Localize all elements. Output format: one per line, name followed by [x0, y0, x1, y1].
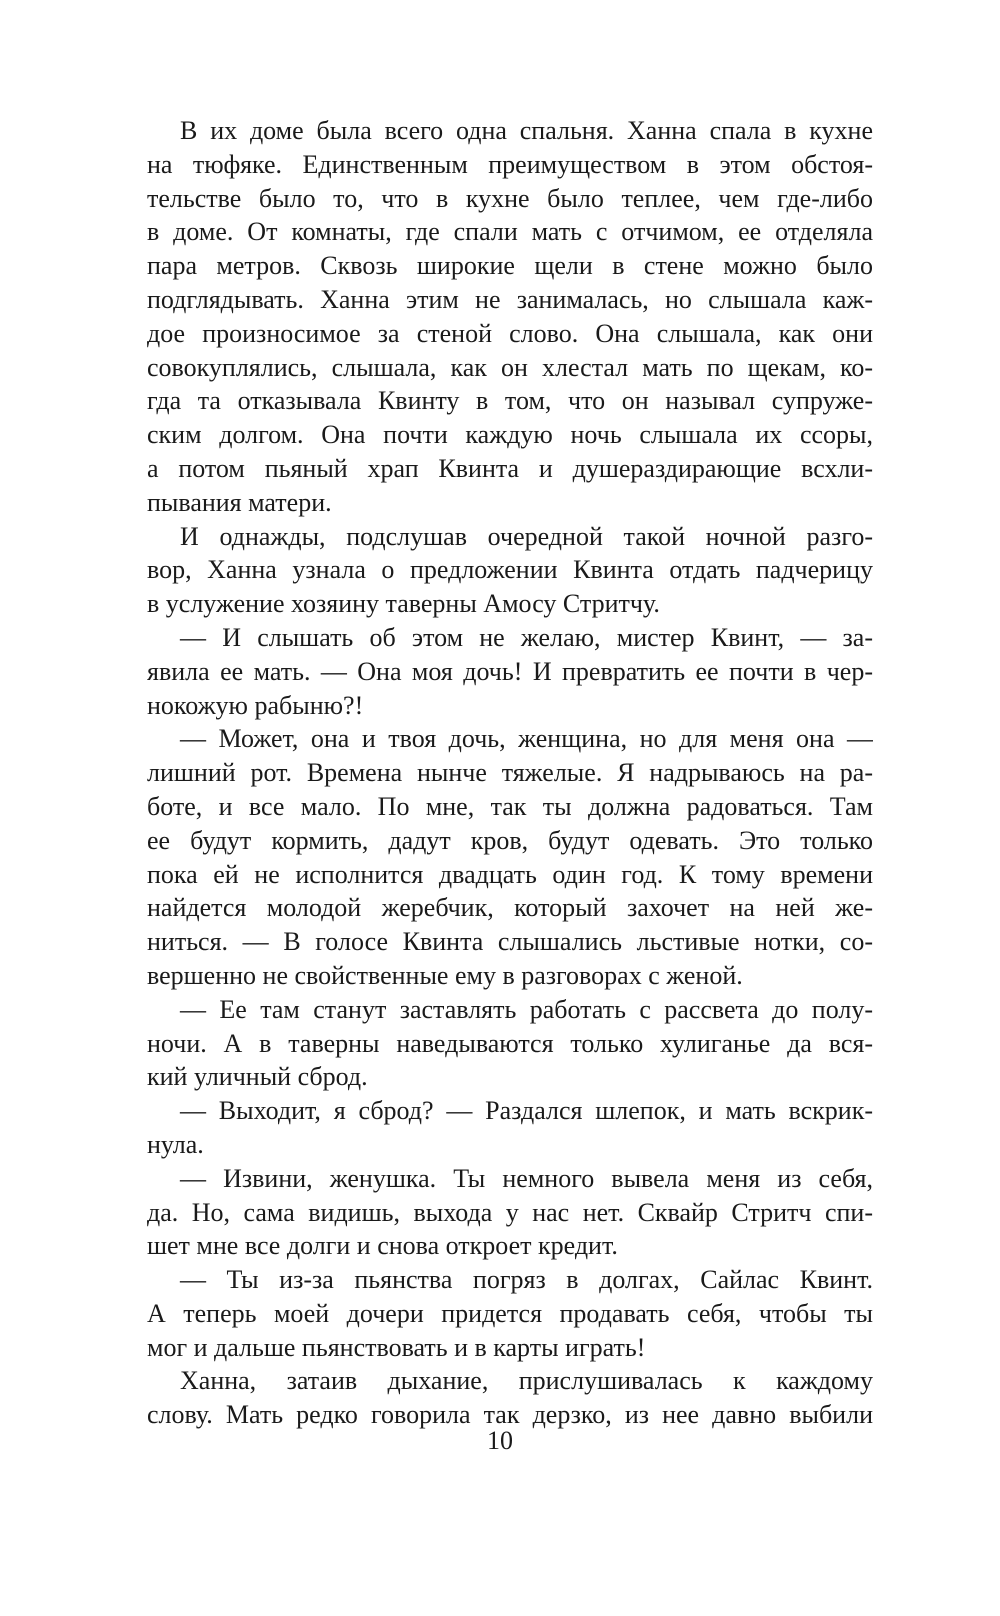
paragraph [147, 1263, 873, 1364]
text-line: слову. Мать редко говорила так дерзко, из нее давно выбили [147, 1400, 873, 1430]
paragraph [147, 1364, 873, 1432]
paragraph [147, 1094, 873, 1162]
text-line: — Извини, женушка. Ты немного вывела меня из себя, [180, 1163, 873, 1193]
text-line: а потом пьяный храп Квинта и душераздирающие всхли- [147, 453, 873, 483]
text-line: шет мне все долги и снова откроет кредит. [147, 1231, 618, 1261]
text-line: — Выходит, я сброд? — Раздался шлепок, и мать вскрик- [180, 1096, 873, 1126]
paragraph [147, 114, 873, 520]
paragraph [147, 722, 873, 992]
text-line: лишний рот. Времена нынче тяжелые. Я надрываюсь на ра- [147, 758, 873, 788]
text-line: найдется молодой жеребчик, который захочет на ней же- [147, 893, 873, 923]
text-line: боте, и все мало. По мне, так ты должна радоваться. Там [147, 791, 873, 821]
text-line: — Ты из-за пьянства погряз в долгах, Сайлас Квинт. [180, 1265, 873, 1295]
text-line: И однажды, подслушав очередной такой ночной разго- [180, 521, 873, 551]
paragraph [147, 1162, 873, 1263]
text-line: в услужение хозяину таверны Амосу Стритчу. [147, 589, 660, 619]
text-line: — Ее там станут заставлять работать с рассвета до полу- [180, 994, 873, 1024]
text-line: нокожую рабыню?! [147, 690, 364, 720]
text-line: ниться. — В голосе Квинта слышались льстивые нотки, со- [147, 927, 873, 957]
text-line: явила ее мать. — Она моя дочь! И превратить ее почти в чер- [147, 656, 873, 686]
text-line: Ханна, затаив дыхание, прислушивалась к каждому [180, 1366, 873, 1396]
text-line: дое произносимое за стеной слово. Она слышала, как они [147, 318, 873, 348]
text-line: в доме. От комнаты, где спали мать с отчимом, ее отделяла [147, 217, 873, 247]
paragraph [147, 520, 873, 621]
text-line: — И слышать об этом не желаю, мистер Квинт, — за- [180, 622, 873, 652]
text-line: пывания матери. [147, 487, 332, 517]
text-line: вор, Ханна узнала о предложении Квинта отдать падчерицу [147, 555, 873, 585]
text-line: кий уличный сброд. [147, 1062, 368, 1092]
page-number: 10 [487, 1426, 513, 1455]
text-line: на тюфяке. Единственным преимуществом в этом обстоя- [147, 149, 873, 179]
text-line: тельстве было то, что в кухне было теплее, чем где-либо [147, 183, 873, 213]
text-line: да. Но, сама видишь, выхода у нас нет. Сквайр Стритч спи- [147, 1197, 873, 1227]
text-line: ночи. А в таверны наведываются только хулиганье да вся- [147, 1028, 873, 1058]
text-line: мог и дальше пьянствовать и в карты играть! [147, 1332, 646, 1362]
text-line: пара метров. Сквозь широкие щели в стене можно было [147, 251, 873, 281]
text-line: совокуплялись, слышала, как он хлестал мать по щекам, ко- [147, 352, 873, 382]
text-line: — Может, она и твоя дочь, женщина, но для меня она — [180, 724, 873, 754]
text-line: ее будут кормить, дадут кров, будут одевать. Это только [147, 825, 873, 855]
body-text [147, 114, 873, 1432]
text-line: вершенно не свойственные ему в разговорах с женой. [147, 960, 743, 990]
text-line: А теперь моей дочери придется продавать себя, чтобы ты [147, 1298, 873, 1328]
text-line: подглядывать. Ханна этим не занималась, но слышала каж- [147, 284, 873, 314]
text-line: гда та отказывала Квинту в том, что он называл супруже- [147, 386, 873, 416]
text-line: пока ей не исполнится двадцать один год. К тому времени [147, 859, 873, 889]
paragraph [147, 621, 873, 722]
paragraph [147, 993, 873, 1094]
text-line: ским долгом. Она почти каждую ночь слышала их ссоры, [147, 420, 873, 450]
text-line: нула. [147, 1129, 204, 1159]
text-line: В их доме была всего одна спальня. Ханна спала в кухне [180, 116, 873, 145]
